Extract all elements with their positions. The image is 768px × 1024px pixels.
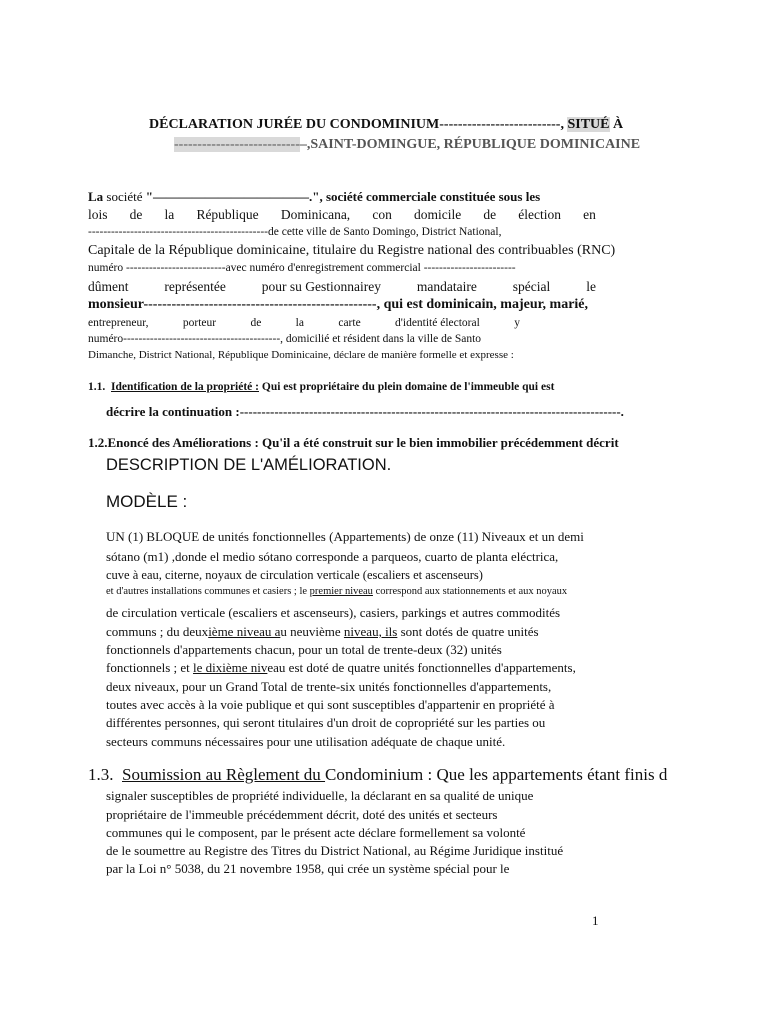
model-paragraph-line: fonctionnels d'appartements chacun, pour un total de trente-deux (32) unités xyxy=(106,642,502,657)
section-1-3-line: communes qui le composent, par le présent acte déclare formellement sa volonté xyxy=(106,825,526,840)
model-heading: MODÈLE : xyxy=(106,492,188,511)
page-number: 1 xyxy=(592,913,599,928)
intro-line-9: numéro-----------------------------------------, domicilié et résident dans la ville de Santo xyxy=(88,333,482,345)
intro-line-5: numéro --------------------------avec numéro d'enregistrement commercial ------------------------ xyxy=(88,262,516,274)
document-title-line-1: DÉCLARATION JURÉE DU CONDOMINIUM--------------------------, SITUÉ À xyxy=(149,117,624,132)
intro-line-10: Dimanche, District National, République Dominicaine, déclare de manière formelle et expresse : xyxy=(88,349,514,361)
section-1-3-line: par la Loi n° 5038, du 21 novembre 1958, qui crée un système spécial pour le xyxy=(106,861,510,876)
model-paragraph-line: deux niveaux, pour un Grand Total de trente-six unités fonctionnelles d'appartements, xyxy=(106,679,552,694)
intro-line-8: entrepreneur, porteur de la carte d'identité électoral y xyxy=(88,317,520,329)
section-1-3-line: de le soumettre au Registre des Titres du District National, au Régime Juridique institué xyxy=(106,843,564,858)
improvement-description-title: DESCRIPTION DE L'AMÉLIORATION. xyxy=(106,456,392,474)
model-paragraph-line: cuve à eau, citerne, noyaux de circulation verticale (escaliers et ascenseurs) xyxy=(106,568,483,582)
model-paragraph-line: et d'autres installations communes et casiers ; le premier niveau correspond aux stationnements et aux noyaux xyxy=(106,586,568,597)
model-paragraph-line: différentes personnes, qui seront titulaires d'un droit de copropriété sur les parties ou xyxy=(106,715,546,730)
model-paragraph-line: toutes avec accès à la voie publique et qui sont susceptibles d'appartenir en propriété à xyxy=(106,697,555,712)
section-1-1-line-2: décrire la continuation :----------------------------------------------------------------------------------------. xyxy=(106,404,624,419)
model-paragraph-line: sótano (m1) ,donde el medio sótano corresponde a parqueos, cuarto de planta eléctrica, xyxy=(106,549,559,564)
intro-line-1: La société "————————————.", société commerciale constituée sous les xyxy=(88,189,541,204)
intro-line-4: Capitale de la République dominicaine, titulaire du Registre national des contribuables (RNC) xyxy=(88,243,616,258)
model-paragraph-line: fonctionnels ; et le dixième niveau est doté de quatre unités fonctionnelles d'appartements, xyxy=(106,660,576,675)
section-1-3-line: propriétaire de l'immeuble précédemment décrit, doté des unités et secteurs xyxy=(106,807,498,822)
intro-line-7: monsieur--------------------------------------------------, qui est dominicain, majeur, marié, xyxy=(88,297,589,312)
intro-line-6: dûment représentée pour su Gestionnairey mandataire spécial le xyxy=(88,279,596,294)
section-1-3-heading: 1.3. Soumission au Règlement du Condominium : Que les appartements étant finis d xyxy=(88,765,668,784)
model-paragraph-line: secteurs communs nécessaires pour une utilisation adéquate de chaque unité. xyxy=(106,734,506,749)
section-1-2-heading: 1.2.Enoncé des Améliorations : Qu'il a été construit sur le bien immobilier précédemment décrit xyxy=(88,435,619,450)
section-1-1-heading: 1.1. Identification de la propriété : Qui est propriétaire du plein domaine de l'immeuble qui est xyxy=(88,381,555,393)
document-title-line-2: ---------------------------–,SAINT-DOMINGUE, RÉPUBLIQUE DOMINICAINE xyxy=(174,137,641,152)
model-paragraph-line: de circulation verticale (escaliers et ascenseurs), casiers, parkings et autres commodités xyxy=(106,605,561,620)
model-paragraph-line: UN (1) BLOQUE de unités fonctionnelles (Appartements) de onze (11) Niveaux et un demi xyxy=(106,529,584,544)
model-paragraph-line: communs ; du deuxième niveau au neuvième niveau, ils sont dotés de quatre unités xyxy=(106,624,539,639)
intro-line-2: lois de la République Dominicana, con domicile de élection en xyxy=(88,207,596,222)
section-1-3-line: signaler susceptibles de propriété individuelle, la déclarant en sa qualité de unique xyxy=(106,788,534,803)
intro-line-3: -----------------------------------------------de cette ville de Santo Domingo, District National, xyxy=(88,226,502,238)
